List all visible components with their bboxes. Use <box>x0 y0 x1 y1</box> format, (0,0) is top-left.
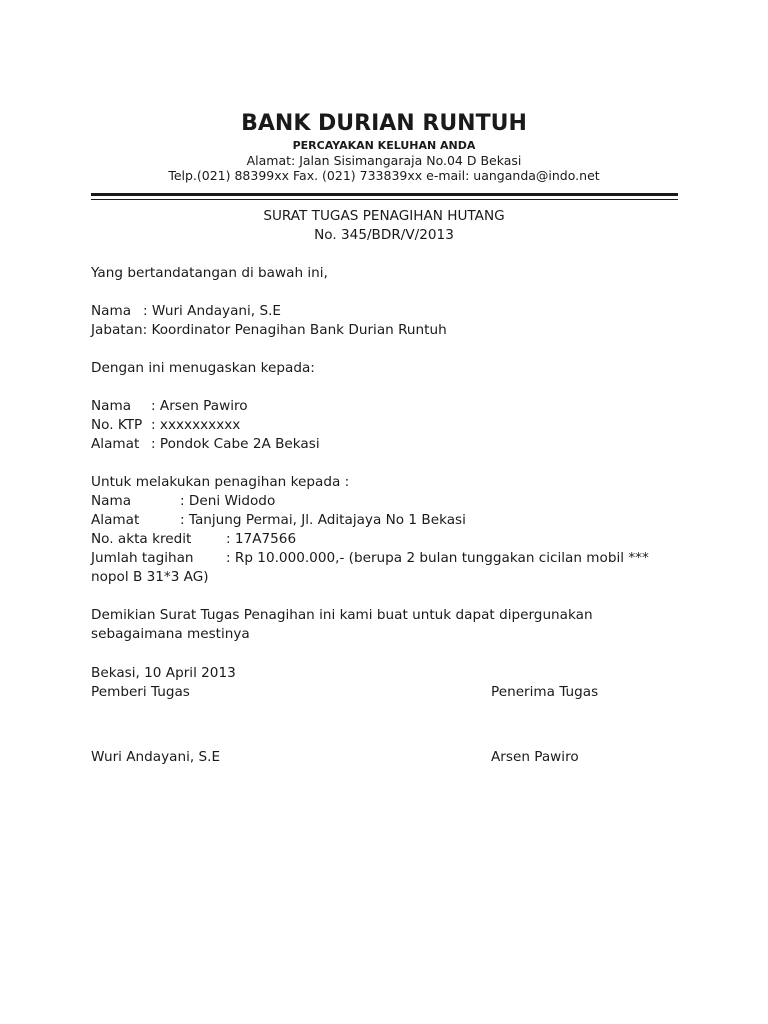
debtor-credit-value: : 17A7566 <box>226 531 297 547</box>
debtor-credit-row <box>91 530 296 549</box>
header-rule-thin <box>91 199 678 200</box>
assignee-name-row <box>91 397 248 416</box>
closing-line-2: sebagaimana mestinya <box>91 626 250 642</box>
assignee-address-label: Alamat <box>91 436 140 452</box>
assignee-name-value: : Arsen Pawiro <box>151 398 248 414</box>
debtor-address-value: : Tanjung Permai, Jl. Aditajaya No 1 Bekasi <box>180 512 466 528</box>
giver-name: Wuri Andayani, S.E <box>91 749 221 765</box>
debtor-name-label: Nama <box>91 493 132 509</box>
assignee-name-label: Nama <box>91 398 132 414</box>
giver-label: Pemberi Tugas <box>91 684 190 700</box>
signer-name-value: : Wuri Andayani, S.E <box>143 303 281 319</box>
document-title: SURAT TUGAS PENAGIHAN HUTANG <box>263 208 505 224</box>
closing-line-1: Demikian Surat Tugas Penagihan ini kami buat untuk dapat dipergunakan <box>91 607 593 623</box>
debtor-address-label: Alamat <box>91 512 140 528</box>
bank-tagline: PERCAYAKAN KELUHAN ANDA <box>292 139 476 152</box>
assignee-ktp-value: : xxxxxxxxxx <box>151 417 241 433</box>
date-line: Bekasi, 10 April 2013 <box>91 665 236 681</box>
debtor-name-value: : Deni Widodo <box>180 493 276 509</box>
document-number: No. 345/BDR/V/2013 <box>314 227 454 243</box>
assignee-address-row <box>91 435 320 454</box>
debtor-amount-label: Jumlah tagihan <box>91 550 194 566</box>
signer-name-label: Nama <box>91 303 132 319</box>
bank-contact: Telp.(021) 88399xx Fax. (021) 733839xx e-mail: uanganda@indo.net <box>168 168 600 183</box>
assignee-address-value: : Pondok Cabe 2A Bekasi <box>151 436 320 452</box>
debtor-address-row <box>91 511 466 530</box>
receiver-name: Arsen Pawiro <box>491 749 579 765</box>
bank-address: Alamat: Jalan Sisimangaraja No.04 D Bekasi <box>246 153 522 168</box>
debtor-intro: Untuk melakukan penagihan kepada : <box>91 474 350 490</box>
signer-position: Jabatan: Koordinator Penagihan Bank Durian Runtuh <box>91 322 447 338</box>
bank-name: BANK DURIAN RUNTUH <box>241 111 527 136</box>
assignment-intro: Dengan ini menugaskan kepada: <box>91 360 315 376</box>
header-rule-thick <box>91 193 678 196</box>
debtor-name-row <box>91 492 275 511</box>
debtor-credit-label: No. akta kredit <box>91 531 192 547</box>
debtor-amount-continuation: nopol B 31*3 AG) <box>91 569 209 585</box>
receiver-label: Penerima Tugas <box>491 684 599 700</box>
debtor-amount-row <box>91 549 649 568</box>
assignee-ktp-label: No. KTP <box>91 417 143 433</box>
assignee-ktp-row <box>91 416 240 435</box>
signer-name-row <box>91 302 281 321</box>
intro-text: Yang bertandatangan di bawah ini, <box>91 265 328 281</box>
debtor-amount-value: : Rp 10.000.000,- (berupa 2 bulan tunggakan cicilan mobil *** <box>226 550 649 566</box>
